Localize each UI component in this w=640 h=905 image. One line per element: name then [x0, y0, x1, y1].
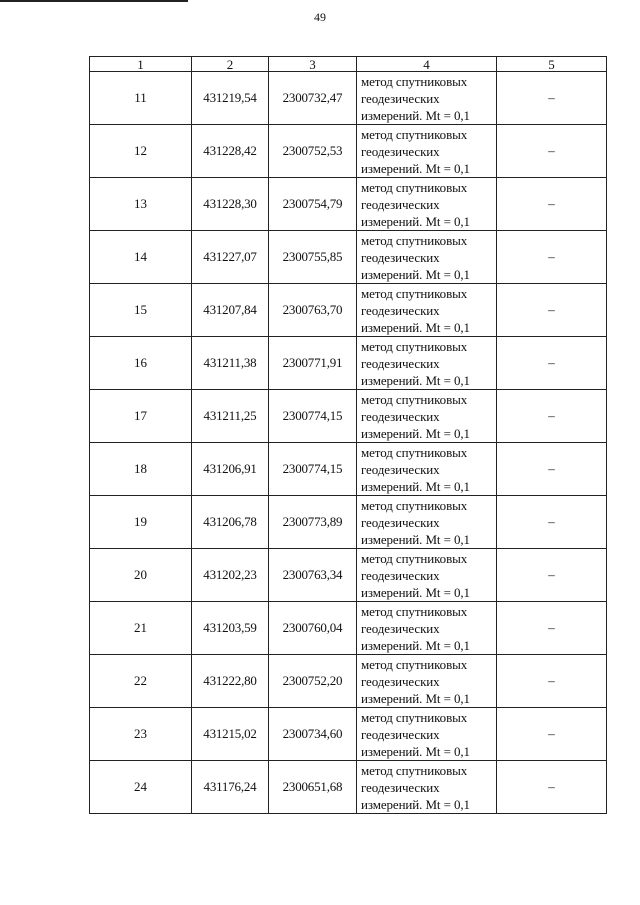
note-cell: – — [497, 125, 607, 178]
row-number-cell: 19 — [90, 496, 192, 549]
x-coordinate-cell: 431215,02 — [192, 708, 269, 761]
note-cell: – — [497, 284, 607, 337]
method-text-line: геодезических — [361, 302, 440, 318]
row-number-cell: 21 — [90, 602, 192, 655]
method-text-line: метод спутниковых — [361, 179, 468, 195]
method-text-line: измерений. Mt = 0,1 — [361, 160, 470, 176]
y-coordinate-cell: 2300763,70 — [269, 284, 357, 337]
table-row — [90, 72, 607, 125]
method-text-line: геодезических — [361, 673, 440, 689]
method-text-line: измерений. Mt = 0,1 — [361, 107, 470, 123]
method-cell — [357, 390, 497, 443]
method-cell — [357, 602, 497, 655]
method-text-line: метод спутниковых — [361, 603, 468, 619]
row-number-cell: 16 — [90, 337, 192, 390]
header-col-5: 5 — [497, 57, 607, 72]
note-cell: – — [497, 549, 607, 602]
table-row — [90, 655, 607, 708]
note-cell: – — [497, 390, 607, 443]
method-cell — [357, 231, 497, 284]
y-coordinate-cell: 2300734,60 — [269, 708, 357, 761]
note-cell: – — [497, 231, 607, 284]
page-number: 49 — [314, 10, 326, 24]
x-coordinate-cell: 431228,30 — [192, 178, 269, 231]
table-row — [90, 178, 607, 231]
method-text-line: измерений. Mt = 0,1 — [361, 478, 470, 494]
table-row — [90, 125, 607, 178]
method-text-line: измерений. Mt = 0,1 — [361, 637, 470, 653]
method-text-line: геодезических — [361, 514, 440, 530]
method-text-line: измерений. Mt = 0,1 — [361, 213, 470, 229]
table-row — [90, 496, 607, 549]
method-text-line: метод спутниковых — [361, 497, 468, 513]
note-cell: – — [497, 602, 607, 655]
row-number-cell: 23 — [90, 708, 192, 761]
table-row — [90, 337, 607, 390]
method-cell — [357, 655, 497, 708]
y-coordinate-cell: 2300773,89 — [269, 496, 357, 549]
note-cell: – — [497, 708, 607, 761]
method-text-line: измерений. Mt = 0,1 — [361, 425, 470, 441]
method-text-line: метод спутниковых — [361, 550, 468, 566]
method-text-line: метод спутниковых — [361, 656, 468, 672]
table-row — [90, 761, 607, 814]
method-text-line: геодезических — [361, 461, 440, 477]
header-col-4: 4 — [357, 57, 497, 72]
y-coordinate-cell: 2300755,85 — [269, 231, 357, 284]
method-cell — [357, 708, 497, 761]
method-text-line: геодезических — [361, 408, 440, 424]
method-cell — [357, 496, 497, 549]
x-coordinate-cell: 431206,78 — [192, 496, 269, 549]
y-coordinate-cell: 2300771,91 — [269, 337, 357, 390]
table-row — [90, 708, 607, 761]
table-row — [90, 284, 607, 337]
x-coordinate-cell: 431207,84 — [192, 284, 269, 337]
coordinates-table — [89, 56, 607, 814]
method-text-line: измерений. Mt = 0,1 — [361, 319, 470, 335]
header-row — [90, 57, 607, 72]
y-coordinate-cell: 2300651,68 — [269, 761, 357, 814]
method-text-line: метод спутниковых — [361, 709, 468, 725]
note-cell: – — [497, 337, 607, 390]
y-coordinate-cell: 2300754,79 — [269, 178, 357, 231]
method-text-line: геодезических — [361, 567, 440, 583]
row-number-cell: 14 — [90, 231, 192, 284]
method-text-line: метод спутниковых — [361, 762, 468, 778]
table-row — [90, 549, 607, 602]
top-left-rule — [0, 0, 188, 2]
method-text-line: метод спутниковых — [361, 338, 468, 354]
x-coordinate-cell: 431206,91 — [192, 443, 269, 496]
table-row — [90, 602, 607, 655]
x-coordinate-cell: 431219,54 — [192, 72, 269, 125]
method-text-line: геодезических — [361, 90, 440, 106]
method-cell — [357, 284, 497, 337]
table-row — [90, 390, 607, 443]
y-coordinate-cell: 2300752,20 — [269, 655, 357, 708]
y-coordinate-cell: 2300774,15 — [269, 443, 357, 496]
y-coordinate-cell: 2300732,47 — [269, 72, 357, 125]
method-text-line: измерений. Mt = 0,1 — [361, 372, 470, 388]
row-number-cell: 12 — [90, 125, 192, 178]
table-row — [90, 443, 607, 496]
note-cell: – — [497, 72, 607, 125]
method-text-line: метод спутниковых — [361, 285, 468, 301]
x-coordinate-cell: 431227,07 — [192, 231, 269, 284]
x-coordinate-cell: 431222,80 — [192, 655, 269, 708]
x-coordinate-cell: 431211,25 — [192, 390, 269, 443]
method-text-line: метод спутниковых — [361, 391, 468, 407]
y-coordinate-cell: 2300763,34 — [269, 549, 357, 602]
method-text-line: геодезических — [361, 779, 440, 795]
method-cell — [357, 337, 497, 390]
method-text-line: метод спутниковых — [361, 444, 468, 460]
method-cell — [357, 72, 497, 125]
header-col-1: 1 — [90, 57, 192, 72]
table-header — [90, 57, 607, 72]
x-coordinate-cell: 431202,23 — [192, 549, 269, 602]
note-cell: – — [497, 761, 607, 814]
row-number-cell: 18 — [90, 443, 192, 496]
method-text-line: измерений. Mt = 0,1 — [361, 584, 470, 600]
row-number-cell: 22 — [90, 655, 192, 708]
x-coordinate-cell: 431203,59 — [192, 602, 269, 655]
method-text-line: измерений. Mt = 0,1 — [361, 266, 470, 282]
row-number-cell: 17 — [90, 390, 192, 443]
method-cell — [357, 761, 497, 814]
method-cell — [357, 178, 497, 231]
row-number-cell: 13 — [90, 178, 192, 231]
header-col-3: 3 — [269, 57, 357, 72]
x-coordinate-cell: 431176,24 — [192, 761, 269, 814]
method-text-line: метод спутниковых — [361, 73, 468, 89]
method-text-line: метод спутниковых — [361, 126, 468, 142]
row-number-cell: 24 — [90, 761, 192, 814]
method-text-line: геодезических — [361, 196, 440, 212]
table-row — [90, 231, 607, 284]
method-text-line: измерений. Mt = 0,1 — [361, 796, 470, 812]
method-text-line: геодезических — [361, 620, 440, 636]
row-number-cell: 11 — [90, 72, 192, 125]
y-coordinate-cell: 2300774,15 — [269, 390, 357, 443]
note-cell: – — [497, 443, 607, 496]
note-cell: – — [497, 655, 607, 708]
row-number-cell: 20 — [90, 549, 192, 602]
table-body — [90, 72, 607, 814]
method-text-line: геодезических — [361, 355, 440, 371]
x-coordinate-cell: 431228,42 — [192, 125, 269, 178]
y-coordinate-cell: 2300760,04 — [269, 602, 357, 655]
y-coordinate-cell: 2300752,53 — [269, 125, 357, 178]
method-text-line: измерений. Mt = 0,1 — [361, 743, 470, 759]
header-col-2: 2 — [192, 57, 269, 72]
method-text-line: метод спутниковых — [361, 232, 468, 248]
method-cell — [357, 125, 497, 178]
method-text-line: измерений. Mt = 0,1 — [361, 690, 470, 706]
method-text-line: геодезических — [361, 143, 440, 159]
x-coordinate-cell: 431211,38 — [192, 337, 269, 390]
note-cell: – — [497, 178, 607, 231]
note-cell: – — [497, 496, 607, 549]
method-text-line: измерений. Mt = 0,1 — [361, 531, 470, 547]
method-cell — [357, 443, 497, 496]
method-text-line: геодезических — [361, 726, 440, 742]
row-number-cell: 15 — [90, 284, 192, 337]
method-cell — [357, 549, 497, 602]
method-text-line: геодезических — [361, 249, 440, 265]
